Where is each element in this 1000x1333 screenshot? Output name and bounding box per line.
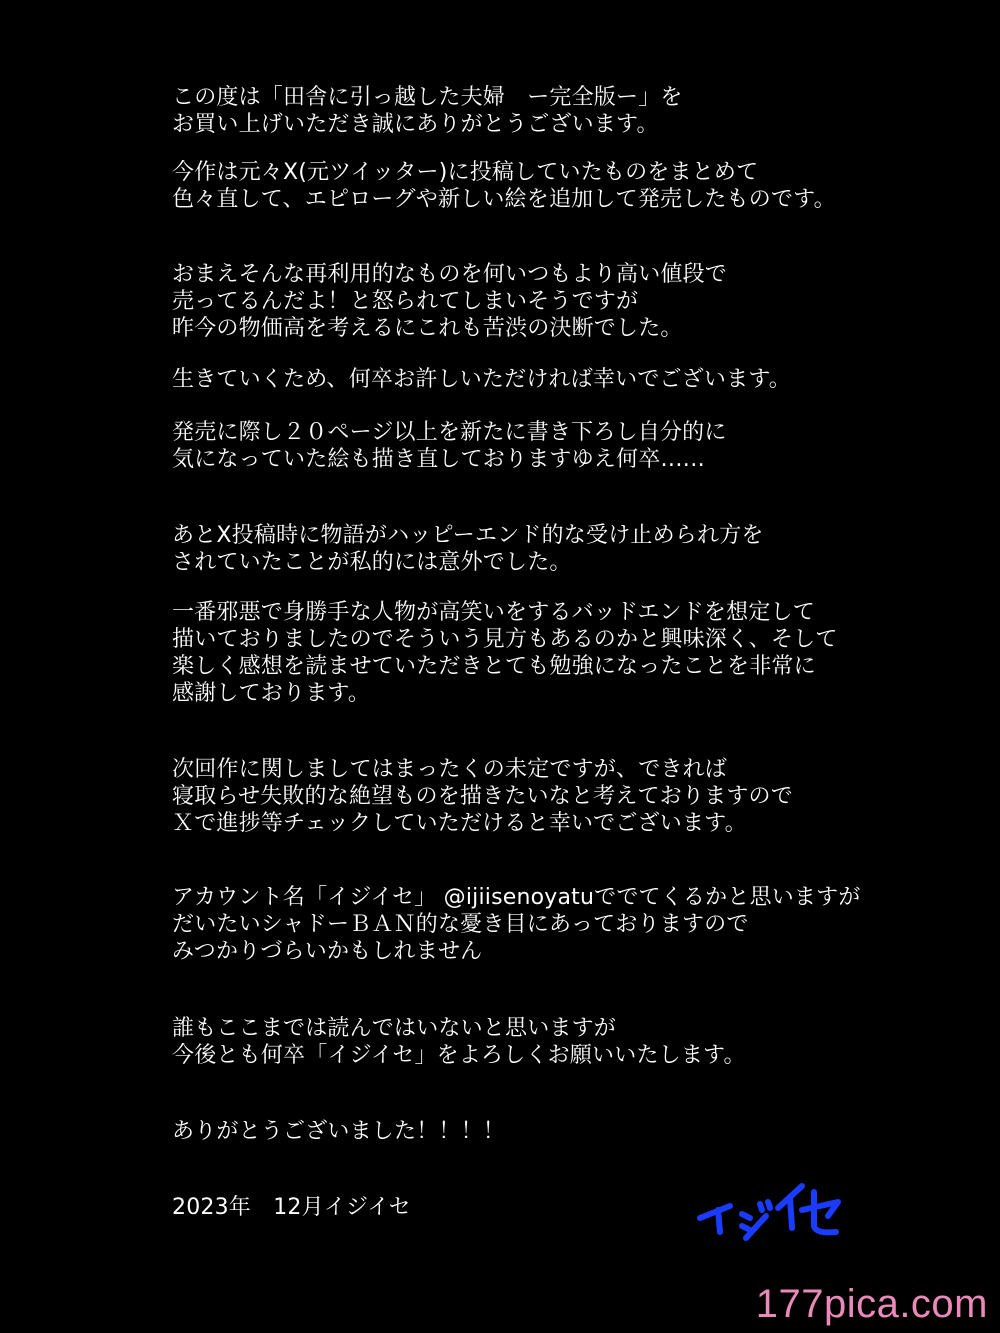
text-line: ありがとうございました！！！！ bbox=[172, 1119, 506, 1144]
text-line: Ｘで進捗等チェックしていただけると幸いでございます。 bbox=[172, 811, 747, 836]
date-signature-line: 2023年 12月イジイセ bbox=[172, 1195, 411, 1220]
text-line: 気になっていた絵も描き直しておりますゆえ何卒‥‥‥ bbox=[172, 447, 706, 472]
text-line: 昨今の物価高を考えるにこれも苦渋の決断でした。 bbox=[172, 316, 683, 341]
text-line: みつかりづらいかもしれません bbox=[172, 939, 483, 964]
text-line: おまえそんな再利用的なものを何いつもより高い値段で bbox=[172, 262, 728, 287]
text-line: だいたいシャドーＢＡＮ的な憂き目にあっておりますので bbox=[172, 912, 749, 937]
text-line: 一番邪悪で身勝手な人物が高笑いをするバッドエンドを想定して bbox=[172, 600, 815, 625]
text-line: 今後とも何卒「イジイセ」をよろしくお願いいたします。 bbox=[172, 1043, 746, 1068]
text-line: あとX投稿時に物語がハッピーエンド的な受け止められ方を bbox=[172, 523, 764, 548]
text-line: 誰もここまでは読んではいないと思いますが bbox=[172, 1016, 617, 1041]
text-line: 今作は元々X(元ツイッター)に投稿していたものをまとめて bbox=[172, 160, 759, 185]
text-line: この度は「田舎に引っ越した夫婦 ー完全版ー」を bbox=[172, 85, 683, 110]
text-line: 色々直して、エピローグや新しい絵を追加して発売したものです。 bbox=[172, 187, 836, 212]
text-line: 描いておりましたのでそういう見方もあるのかと興味深く、そして bbox=[172, 627, 838, 652]
text-line: されていたことが私的には意外でした。 bbox=[172, 550, 572, 575]
text-line: 生きていくため、何卒お許しいただければ幸いでございます。 bbox=[172, 367, 791, 392]
text-line: アカウント名「イジイセ」 @ijiisenoyatuででてくるかと思いますが bbox=[172, 885, 861, 910]
text-line: 寝取らせ失敗的な絶望ものを描きたいなと考えておりますので bbox=[172, 784, 793, 809]
text-line: 次回作に関しましてはまったくの未定ですが、できれば bbox=[172, 757, 728, 782]
text-line: お買い上げいただき誠にありがとうございます。 bbox=[172, 112, 659, 137]
text-line: 楽しく感想を読ませていただきとても勉強になったことを非常に bbox=[172, 654, 816, 679]
text-line: 売ってるんだよ！と怒られてしまいそうですが bbox=[172, 289, 639, 314]
handwritten-signature bbox=[690, 1176, 850, 1246]
text-line: 発売に際し２０ページ以上を新たに書き下ろし自分的に bbox=[172, 420, 727, 445]
text-line: 感謝しております。 bbox=[172, 681, 371, 706]
watermark: 177pica.com bbox=[755, 1282, 988, 1326]
